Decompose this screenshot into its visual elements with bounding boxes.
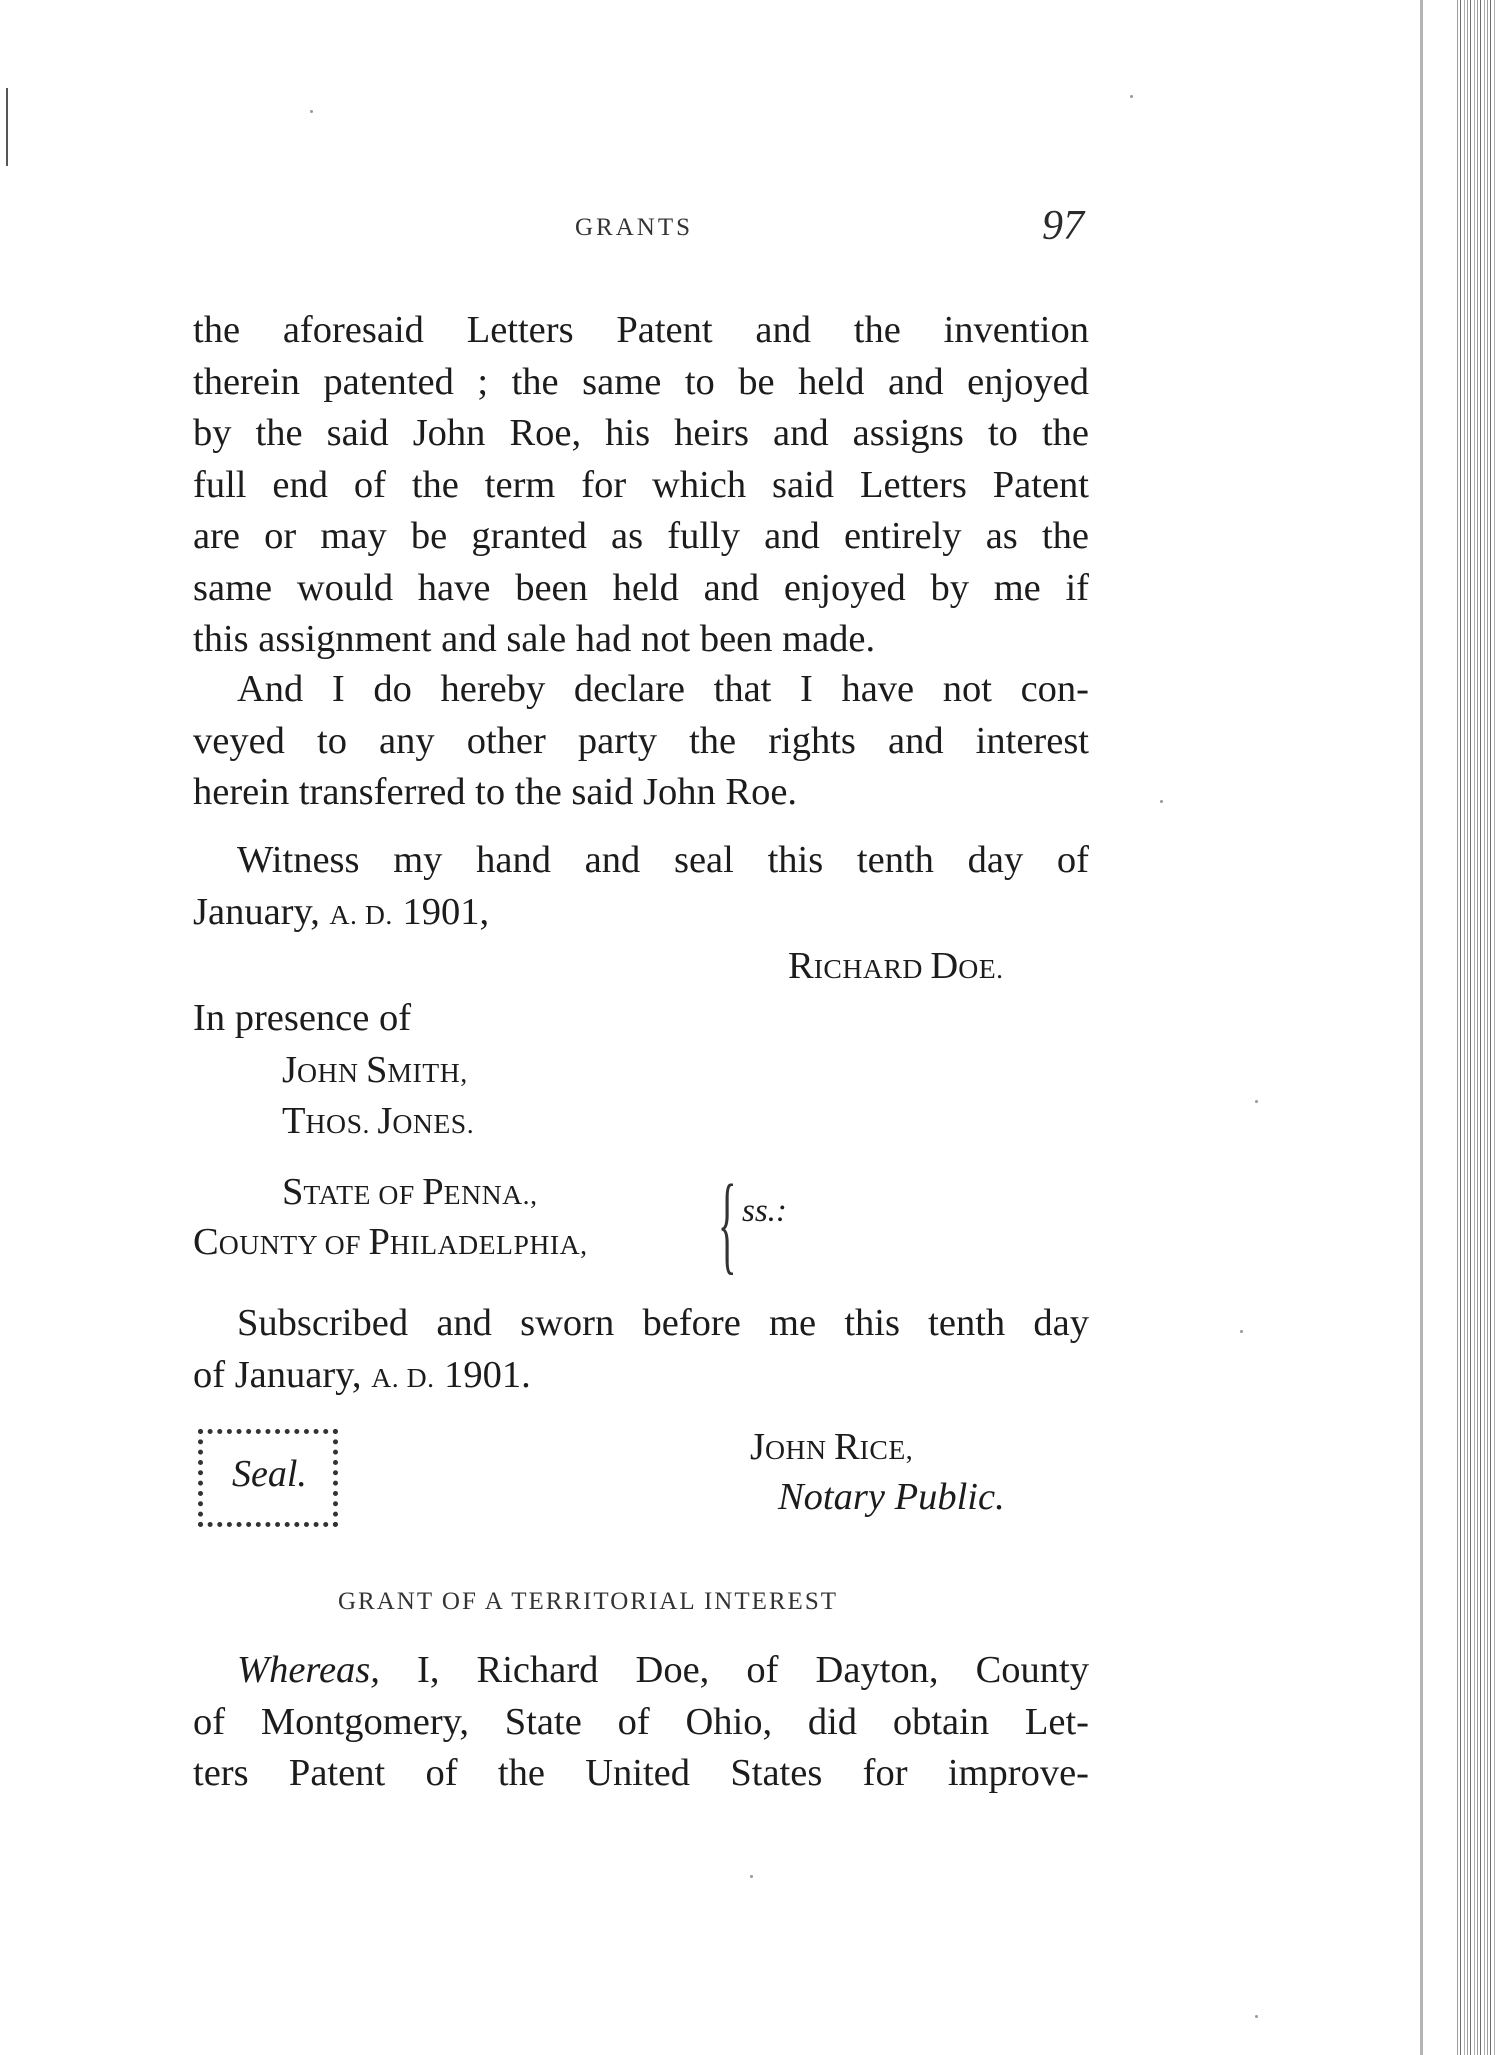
text-line: the aforesaid Letters Patent and the invention (193, 309, 1089, 351)
scan-speck (750, 1875, 753, 1878)
paragraph-whereas (193, 1645, 1089, 1800)
page-edge-scan-lines (1455, 0, 1495, 2055)
name-initial: R (833, 1426, 860, 1468)
name-initial: J (282, 1049, 297, 1091)
text-line: of Montgomery, State of Ohio, did obtain Let- (193, 1700, 1089, 1743)
name-initial: J (750, 1426, 765, 1468)
venue-state (282, 1170, 538, 1214)
notary-name (750, 1425, 913, 1469)
scan-speck (1130, 95, 1133, 98)
venue-initial: C (193, 1221, 219, 1263)
sig-rest: ICHARD (813, 953, 931, 984)
venue-rest: ENNA., (443, 1179, 538, 1210)
venue-ss: ss.: (742, 1193, 787, 1229)
witness-year: 1901, (392, 890, 490, 933)
signature-richard-doe (788, 944, 1004, 988)
scan-speck (310, 110, 313, 113)
paragraph-witness (193, 835, 1089, 938)
scan-speck (1255, 1100, 1258, 1103)
text-line: same would have been held and enjoyed by me if (193, 566, 1089, 609)
scan-speck (1255, 2015, 1258, 2018)
venue-initial: S (282, 1171, 304, 1213)
witness-john-smith (282, 1048, 468, 1092)
whereas-word: Whereas, (237, 1649, 380, 1691)
text-line: therein patented ; the same to be held and enjoyed (193, 360, 1089, 403)
jurat-month: of January, (193, 1353, 372, 1396)
text-line: Subscribed and sworn before me this tenth day (237, 1302, 1089, 1344)
witness-ad: A. D. (329, 898, 393, 930)
venue-rest: OUNTY OF (218, 1229, 369, 1260)
venue-initial: P (422, 1171, 444, 1213)
name-rest: OHN (296, 1057, 366, 1088)
name-rest: MITH, (387, 1057, 468, 1088)
page-gutter-line (1420, 0, 1423, 2055)
jurat-year: 1901. (434, 1353, 531, 1396)
sig-rest: OE. (958, 953, 1004, 984)
running-header-title: GRANTS (575, 214, 694, 241)
venue-rest: HILADELPHIA, (389, 1229, 588, 1260)
venue-rest: TATE OF (303, 1179, 423, 1210)
scan-speck (1240, 1330, 1243, 1333)
text-line: this assignment and sale had not been made. (193, 618, 876, 660)
presence-label: In presence of (193, 997, 412, 1039)
text-line: veyed to any other party the rights and interest (193, 719, 1089, 762)
page-number: 97 (1042, 203, 1084, 249)
whereas-rest: I, Richard Doe, of Dayton, County (379, 1649, 1089, 1691)
paragraph-jurat (193, 1298, 1089, 1401)
section-heading: GRANT OF A TERRITORIAL INTEREST (338, 1588, 838, 1615)
text-line (193, 887, 1089, 939)
scan-mark (6, 88, 8, 166)
text-line: Witness my hand and seal this tenth day of (237, 839, 1089, 881)
name-initial: S (365, 1049, 388, 1091)
text-line: And I do hereby declare that I have not con- (237, 668, 1089, 710)
seal-label: Seal. (232, 1453, 307, 1495)
text-line (193, 1350, 1089, 1402)
name-initial: T (282, 1100, 306, 1142)
name-rest: HOS. (305, 1108, 378, 1139)
notary-title: Notary Public. (778, 1476, 1005, 1518)
venue-county (193, 1220, 588, 1264)
venue-initial: P (368, 1221, 390, 1263)
witness-thos-jones (282, 1099, 474, 1143)
sig-initial: D (930, 945, 959, 987)
name-rest: ICE, (859, 1434, 914, 1465)
witness-month: January, (193, 890, 330, 933)
text-line (193, 1645, 1089, 1697)
scan-speck (1160, 800, 1163, 803)
text-line: by the said John Roe, his heirs and assigns to the (193, 412, 1089, 454)
name-initial: J (377, 1100, 393, 1142)
jurat-ad: A. D. (371, 1361, 435, 1393)
venue-brace: { (718, 1162, 737, 1284)
text-line: are or may be granted as fully and entirely as the (193, 515, 1089, 557)
sig-initial: R (788, 945, 814, 987)
paragraph-declaration (193, 664, 1089, 819)
name-rest: ONES. (392, 1108, 475, 1139)
name-rest: OHN (764, 1434, 834, 1465)
paragraph-assignment (193, 305, 1089, 666)
text-line: full end of the term for which said Letters Patent (193, 463, 1089, 506)
text-line: herein transferred to the said John Roe. (193, 771, 798, 813)
text-line: ters Patent of the United States for improve- (193, 1752, 1089, 1794)
